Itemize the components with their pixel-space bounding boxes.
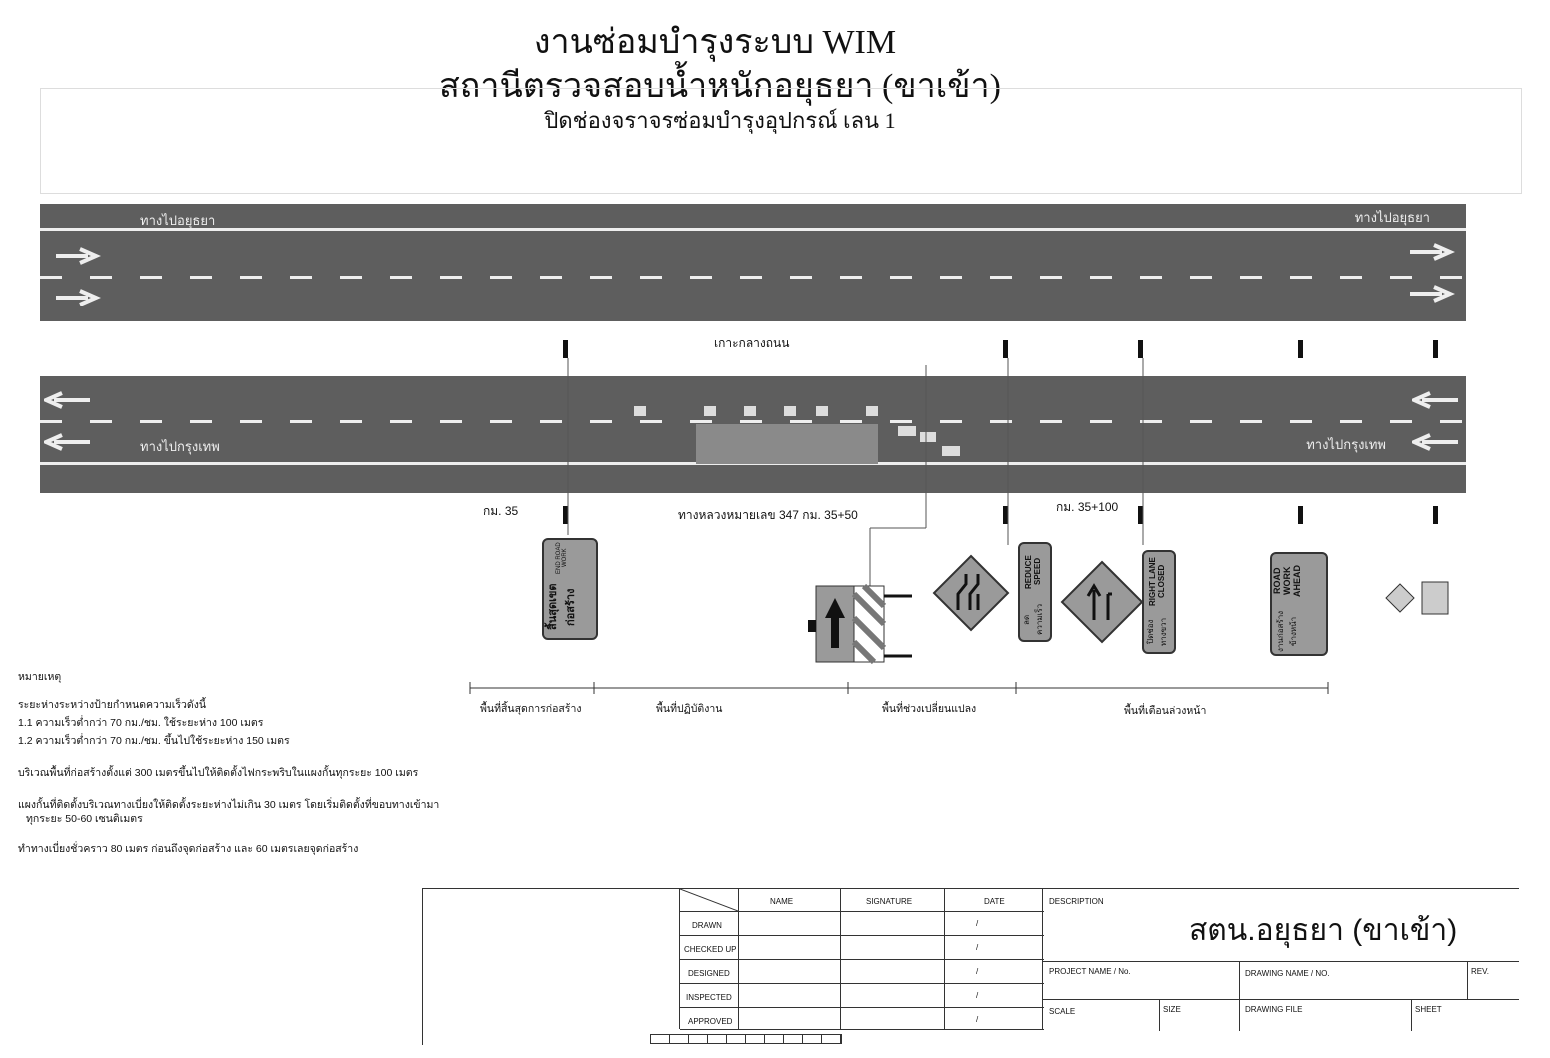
road-label-top-right: ทางไปอยุธยา — [1354, 210, 1430, 225]
highway-label: ทางหลวงหมายเลข 347 กม. 35+50 — [678, 508, 858, 522]
drawing-subtitle: ปิดช่องจราจรซ่อมบำรุงอุปกรณ์ เลน 1 — [544, 108, 896, 133]
date-separator: / — [976, 991, 979, 1000]
sheet-label: SHEET — [1415, 1005, 1442, 1014]
drawing-name-label: DRAWING NAME / NO. — [1245, 969, 1330, 978]
road-work-ahead-sign: งานก่อสร้าง ข้างหน้า ROAD WORK AHEAD — [1270, 552, 1328, 656]
km-start-label: กม. 35 — [483, 504, 519, 518]
row-designed: DESIGNED — [688, 969, 730, 978]
lane-divider-dashed — [40, 276, 1466, 279]
station-title: สถานีตรวจสอบน้ำหนักอยุธยา (ขาเข้า) — [439, 68, 1001, 105]
right-arrow-icon — [1408, 242, 1458, 304]
date-separator: / — [976, 967, 979, 976]
median-label: เกาะกลางถนน — [714, 336, 790, 350]
note-item: 1.1 ความเร็วต่ำกว่า 70 กม./ชม. ใช้ระยะห่าง 100 เมตร — [18, 717, 264, 729]
row-approved: APPROVED — [688, 1017, 733, 1026]
zone-label-warning: พื้นที่เตือนล่วงหน้า — [1124, 705, 1207, 717]
note-item: ทำทางเบี่ยงชั่วคราว 80 เมตร ก่อนถึงจุดก่อสร้าง และ 60 เมตรเลยจุดก่อสร้าง — [18, 843, 359, 855]
zone-label-work: พื้นที่ปฏิบัติงาน — [656, 703, 723, 715]
lane-barrier-arrow-board — [806, 584, 916, 668]
col-date-header: DATE — [984, 897, 1005, 906]
date-separator: / — [976, 1015, 979, 1024]
project-name-label: PROJECT NAME / No. — [1049, 967, 1131, 976]
zone-label-transition: พื้นที่ช่วงเปลี่ยนแปลง — [882, 703, 977, 715]
right-arrow-icon — [54, 246, 104, 306]
road-label-bottom-right: ทางไปกรุงเทพ — [1306, 437, 1386, 452]
km-end-label: กม. 35+100 — [1056, 500, 1119, 514]
row-inspected: INSPECTED — [686, 993, 732, 1002]
note-item: ระยะห่างระหว่างป้ายกำหนดความเร็วดังนี้ — [18, 699, 207, 711]
small-warning-signs — [1384, 578, 1454, 618]
bottom-strip — [650, 1034, 842, 1044]
background-grid — [40, 88, 1522, 194]
notes-heading: หมายเหตุ — [18, 671, 62, 683]
road-label-top-left: ทางไปอยุธยา — [140, 213, 216, 228]
col-name-header: NAME — [770, 897, 794, 906]
diagonal-line — [680, 889, 738, 911]
note-item: ทุกระยะ 50-60 เซนติเมตร — [26, 813, 143, 825]
description-label: DESCRIPTION — [1049, 897, 1104, 906]
reduce-speed-sign: ลดความเร็ว REDUCE SPEED — [1018, 542, 1052, 642]
note-item: 1.2 ความเร็วต่ำกว่า 70 กม./ชม. ขึ้นไปใช้ระยะห่าง 150 เมตร — [18, 735, 290, 747]
lane-closed-sign: ปิดช่องทางขวา RIGHT LANE CLOSED — [1142, 550, 1176, 654]
rev-label: REV. — [1471, 967, 1489, 976]
lane-shift-sign — [932, 554, 1010, 632]
date-separator: / — [976, 943, 979, 952]
title-block — [422, 888, 1519, 1045]
upper-carriageway — [40, 204, 1466, 321]
date-separator: / — [976, 919, 979, 928]
drawing-file-label: DRAWING FILE — [1245, 1005, 1303, 1014]
end-construction-sign: สิ้นสุดเขตก่อสร้าง END ROAD WORK — [542, 538, 598, 640]
note-item: แผงกั้นที่ติดตั้งบริเวณทางเบี่ยงให้ติดตั้งระยะห่างไม่เกิน 30 เมตร โดยเริ่มติดตั้งที่ขอบทางเข้ามา — [18, 799, 440, 811]
signoff-grid — [679, 889, 1044, 1029]
scale-label: SCALE — [1049, 1007, 1076, 1016]
col-signature-header: SIGNATURE — [866, 897, 913, 906]
road-label-bottom-left: ทางไปกรุงเทพ — [140, 439, 220, 454]
lane-closed-diamond-sign — [1060, 560, 1144, 644]
row-checked: CHECKED UP — [684, 945, 737, 954]
drawing-title: งานซ่อมบำรุงระบบ WIM — [533, 24, 897, 61]
row-drawn: DRAWN — [692, 921, 722, 930]
size-label: SIZE — [1163, 1005, 1181, 1014]
description-value: สตน.อยุธยา (ขาเข้า) — [1189, 914, 1458, 947]
zone-label-end: พื้นที่สิ้นสุดการก่อสร้าง — [480, 703, 582, 715]
note-item: บริเวณพื้นที่ก่อสร้างตั้งแต่ 300 เมตรขึ้นไปให้ติดตั้งไฟกระพริบในแผงกั้นทุกระยะ 100 เมตร — [18, 767, 419, 779]
